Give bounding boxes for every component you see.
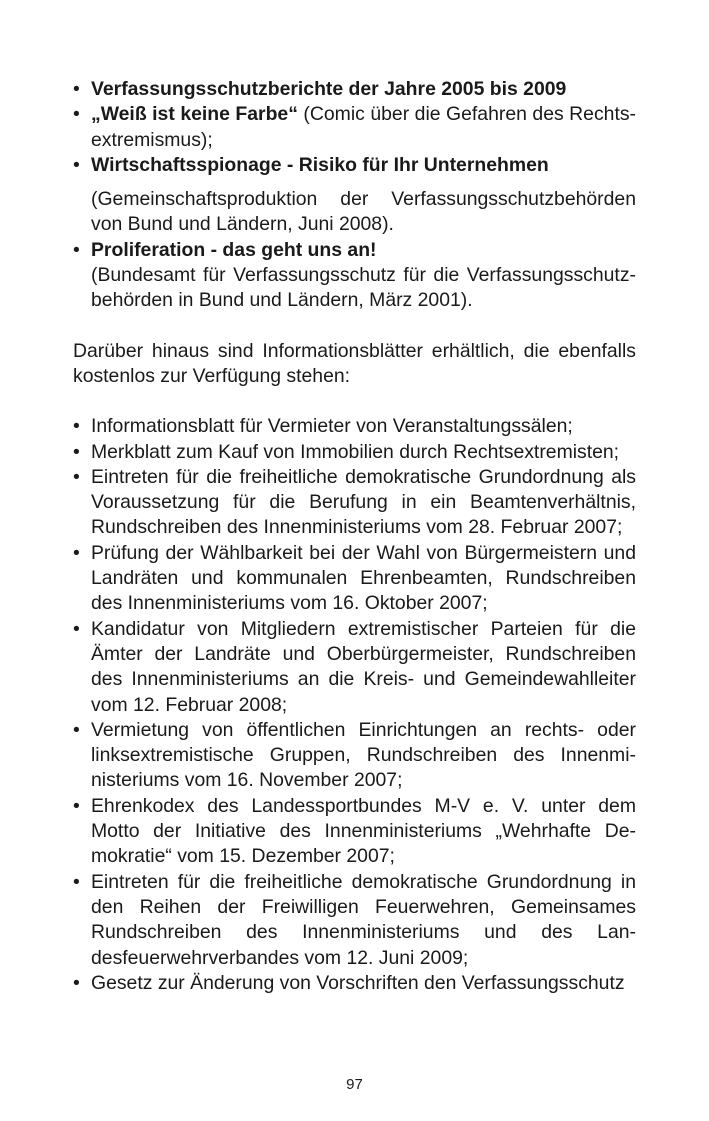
info-sheets-list <box>73 414 636 996</box>
list-item: • Eintreten für die freiheitliche demokratische Grundordnung in den Reihen der Freiwilligen Feuerwehren, Gemeinsames Rundschreiben des Innenministeriums und des Landesfeuerwehrverbandes vom 12. Juni 2009; <box>73 870 636 971</box>
list-item: • Merkblatt zum Kauf von Immobilien durch Rechtsextremisten; <box>73 440 636 465</box>
list-item: • Prüfung der Wählbarkeit bei der Wahl von Bürgermeistern und Landräten und kommunalen Ehrenbeamten, Rundschreiben des Innenministeriums vom 16. Oktober 2007; <box>73 541 636 617</box>
list-item: • Ehrenkodex des Landessportbundes M-V e. V. unter dem Motto der Initiative des Innenministeriums „Wehrhafte Demokratie“ vom 15. Dezember 2007; <box>73 794 636 870</box>
list-item: • Kandidatur von Mitgliedern extremistischer Parteien für die Ämter der Landräte und Oberbürgermeister, Rundschreiben des Innenministeriums an die Kreis- und Gemeindewahlleiter vom 12. Februar 2008; <box>73 617 636 718</box>
publication-title: Proliferation - das geht uns an! <box>91 238 377 261</box>
list-item <box>73 153 636 238</box>
list-item <box>73 102 636 153</box>
list-item: • Eintreten für die freiheitliche demokratische Grundordnung als Voraussetzung für die Berufung in ein Beamtenverhältnis, Rundschreiben des Innenministeriums vom 28. Februar 2007; <box>73 465 636 541</box>
list-item <box>73 238 636 314</box>
list-item: • Informationsblatt für Vermieter von Veranstaltungssälen; <box>73 414 636 439</box>
publication-note: (Gemeinschaftsproduktion der Verfassungsschutzbehörden von Bund und Ländern, Juni 2008). <box>91 188 636 236</box>
list-item: • Vermietung von öffentlichen Einrichtungen an rechts- oder linksextremistische Gruppen, Rundschreiben des Innenministeriums vom 16. November 2007; <box>73 718 636 794</box>
list-item <box>73 77 636 102</box>
list-item: • Gesetz zur Änderung von Vorschriften den Verfassungsschutz <box>73 971 636 996</box>
page-body <box>73 77 636 996</box>
publication-title: Wirtschaftsspionage - Risiko für Ihr Unternehmen <box>91 153 549 176</box>
intro-paragraph: Darüber hinaus sind Informationsblätter erhältlich, die ebenfalls kostenlos zur Verfügung stehen: <box>73 339 636 387</box>
publications-list <box>73 77 636 314</box>
publication-note: (Bundesamt für Verfassungsschutz für die Verfassungsschutzbehörden in Bund und Ländern, März 2001). <box>91 264 636 312</box>
publication-detail: (Comic über die Gefahren des Rechtsextremismus); <box>91 103 637 151</box>
publication-title: „Weiß ist keine Farbe“ <box>91 103 298 126</box>
publication-title: Verfassungsschutzberichte der Jahre 2005 bis 2009 <box>91 78 567 100</box>
page-number: 97 <box>346 1076 363 1093</box>
